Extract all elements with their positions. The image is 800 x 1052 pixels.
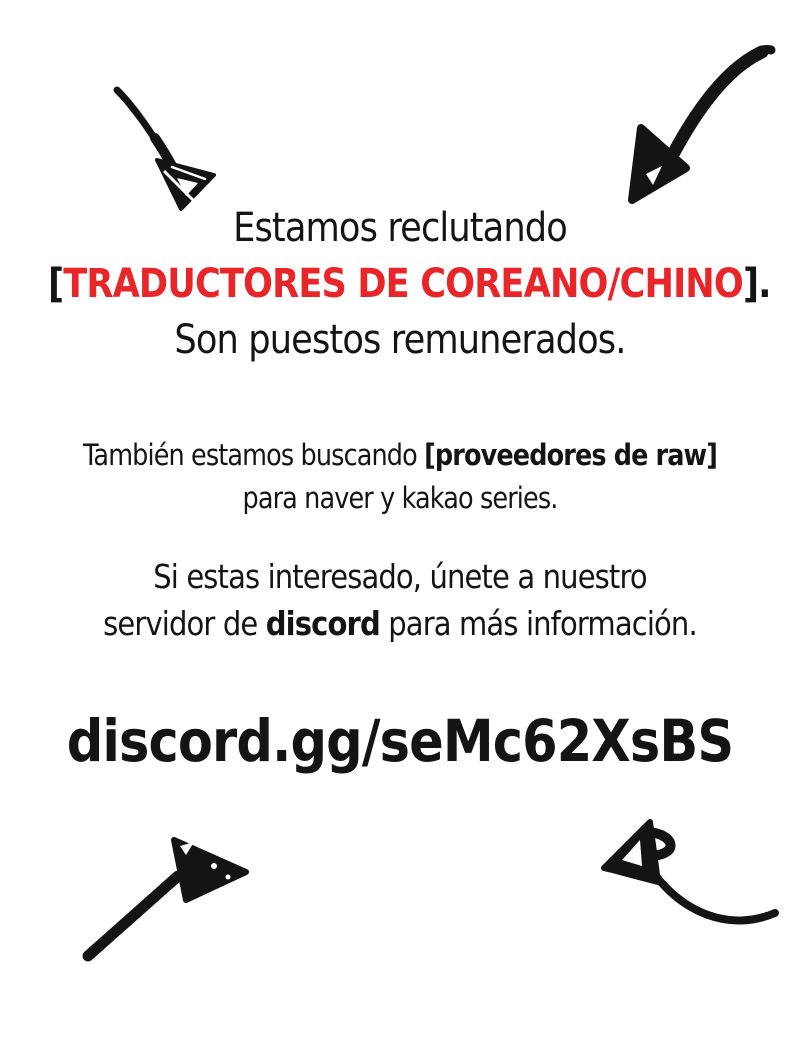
bracket-close: ]. xyxy=(742,261,771,307)
cta-line2-suffix: para más información. xyxy=(379,604,697,643)
paid-positions-line: Son puestos remunerados. xyxy=(174,317,626,363)
role-highlight: TRADUCTORES DE COREANO/CHINO xyxy=(63,261,743,307)
discord-invite-url xyxy=(0,698,800,784)
cta-discord-word: discord xyxy=(265,604,380,643)
cta-line-1: Si estas interesado, únete a nuestro xyxy=(153,557,647,596)
recruit-role-line xyxy=(48,256,771,312)
arrow-down-right-icon xyxy=(93,78,228,213)
raw-providers-line xyxy=(48,434,752,477)
arrow-down-left-icon xyxy=(612,28,777,213)
bracket-open: [ xyxy=(48,261,64,307)
arrow-left-icon xyxy=(590,810,785,940)
cta-line-2 xyxy=(48,600,752,647)
raw-providers-block xyxy=(0,434,800,520)
series-line: para naver y kakao series. xyxy=(242,481,558,515)
recruiting-line: Estamos reclutando xyxy=(233,205,567,251)
raw-prefix: También estamos buscando xyxy=(82,438,425,472)
arrow-up-right-icon xyxy=(76,820,266,970)
discord-invite-text: discord.gg/seMc62XsBS xyxy=(66,707,734,775)
recruiting-headline xyxy=(0,200,800,368)
cta-block xyxy=(0,553,800,647)
raw-highlight: [proveedores de raw] xyxy=(424,438,718,472)
cta-line2-prefix: servidor de xyxy=(103,604,266,643)
